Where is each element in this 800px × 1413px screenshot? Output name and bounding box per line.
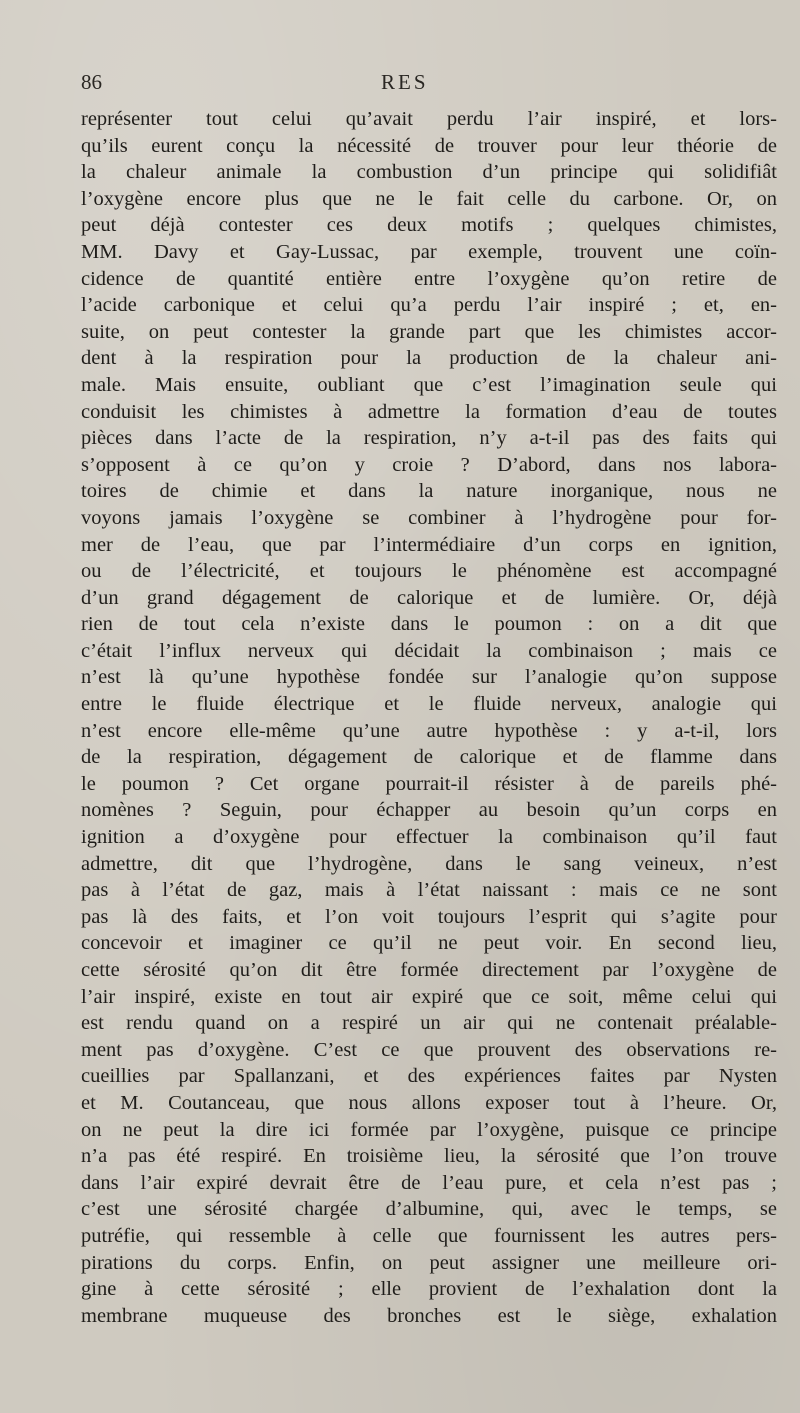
text-line: concevoir et imaginer ce qu’il ne peut voir. En second lieu,: [81, 932, 777, 955]
text-line: de la respiration, dégagement de calorique et de flamme dans: [81, 746, 777, 769]
text-line: dans l’air expiré devrait être de l’eau pure, et cela n’est pas ;: [81, 1171, 777, 1194]
text-line: s’opposent à ce qu’on y croie ? D’abord, dans nos labora-: [81, 453, 777, 476]
text-line: n’a pas été respiré. En troisième lieu, la sérosité que l’on trouve: [81, 1145, 777, 1168]
text-line: pirations du corps. Enfin, on peut assigner une meilleure ori-: [81, 1251, 777, 1274]
body-text: [81, 106, 777, 1329]
text-line: l’air inspiré, existe en tout air expiré que ce soit, même celui qui: [81, 985, 777, 1008]
text-line: rien de tout cela n’existe dans le poumon : on a dit que: [81, 613, 777, 636]
text-line: n’est là qu’une hypothèse fondée sur l’analogie qu’on suppose: [81, 666, 777, 689]
text-line: conduisit les chimistes à admettre la formation d’eau de toutes: [81, 400, 777, 423]
text-line: c’était l’influx nerveux qui décidait la combinaison ; mais ce: [81, 639, 777, 662]
text-line: l’oxygène encore plus que ne le fait celle du carbone. Or, on: [81, 187, 777, 210]
text-line: cidence de quantité entière entre l’oxygène qu’on retire de: [81, 267, 777, 290]
text-line: admettre, dit que l’hydrogène, dans le sang veineux, n’est: [81, 852, 777, 875]
text-line: dent à la respiration pour la production de la chaleur ani-: [81, 347, 777, 370]
text-line: qu’ils eurent conçu la nécessité de trouver pour leur théorie de: [81, 134, 777, 157]
text-line: l’acide carbonique et celui qu’a perdu l’air inspiré ; et, en-: [81, 294, 777, 317]
text-line: ignition a d’oxygène pour effectuer la combinaison qu’il faut: [81, 826, 777, 849]
text-line: n’est encore elle-même qu’une autre hypothèse : y a-t-il, lors: [81, 719, 777, 742]
text-line: représenter tout celui qu’avait perdu l’air inspiré, et lors-: [81, 108, 777, 130]
running-title: RES: [381, 70, 429, 94]
text-line: peut déjà contester ces deux motifs ; quelques chimistes,: [81, 214, 777, 237]
text-line: nomènes ? Seguin, pour échapper au besoin qu’un corps en: [81, 799, 777, 822]
text-line: putréfie, qui ressemble à celle que fournissent les autres pers-: [81, 1224, 777, 1247]
text-line: voyons jamais l’oxygène se combiner à l’hydrogène pour for-: [81, 506, 777, 529]
text-line: MM. Davy et Gay-Lussac, par exemple, trouvent une coïn-: [81, 240, 777, 263]
text-line: toires de chimie et dans la nature inorganique, nous ne: [81, 480, 777, 503]
text-line: membrane muqueuse des bronches est le siège, exhalation: [81, 1304, 777, 1327]
text-line: pièces dans l’acte de la respiration, n’y a-t-il pas des faits qui: [81, 427, 777, 450]
text-line: ou de l’électricité, et toujours le phénomène est accompagné: [81, 560, 777, 583]
text-line: d’un grand dégagement de calorique et de lumière. Or, déjà: [81, 586, 777, 609]
page-number: 86: [81, 70, 102, 94]
running-head: [81, 70, 775, 100]
text-line: c’est une sérosité chargée d’albumine, qui, avec le temps, se: [81, 1198, 777, 1221]
text-line: male. Mais ensuite, oubliant que c’est l’imagination seule qui: [81, 373, 777, 396]
text-line: gine à cette sérosité ; elle provient de l’exhalation dont la: [81, 1278, 777, 1301]
text-line: est rendu quand on a respiré un air qui ne contenait préalable-: [81, 1012, 777, 1035]
text-line: le poumon ? Cet organe pourrait-il résister à de pareils phé-: [81, 772, 777, 795]
text-line: ment pas d’oxygène. C’est ce que prouvent des observations re-: [81, 1038, 777, 1061]
text-line: mer de l’eau, que par l’intermédiaire d’un corps en ignition,: [81, 533, 777, 556]
text-line: et M. Coutanceau, que nous allons exposer tout à l’heure. Or,: [81, 1091, 777, 1114]
text-line: on ne peut la dire ici formée par l’oxygène, puisque ce principe: [81, 1118, 777, 1141]
text-line: la chaleur animale la combustion d’un principe qui solidifiât: [81, 161, 777, 184]
text-line: cette sérosité qu’on dit être formée directement par l’oxygène de: [81, 959, 777, 981]
text-line: pas à l’état de gaz, mais à l’état naissant : mais ce ne sont: [81, 879, 777, 902]
text-line: suite, on peut contester la grande part que les chimistes accor-: [81, 320, 777, 343]
text-line: entre le fluide électrique et le fluide nerveux, analogie qui: [81, 693, 777, 716]
text-line: cueillies par Spallanzani, et des expériences faites par Nysten: [81, 1065, 777, 1088]
text-line: pas là des faits, et l’on voit toujours l’esprit qui s’agite pour: [81, 905, 777, 928]
